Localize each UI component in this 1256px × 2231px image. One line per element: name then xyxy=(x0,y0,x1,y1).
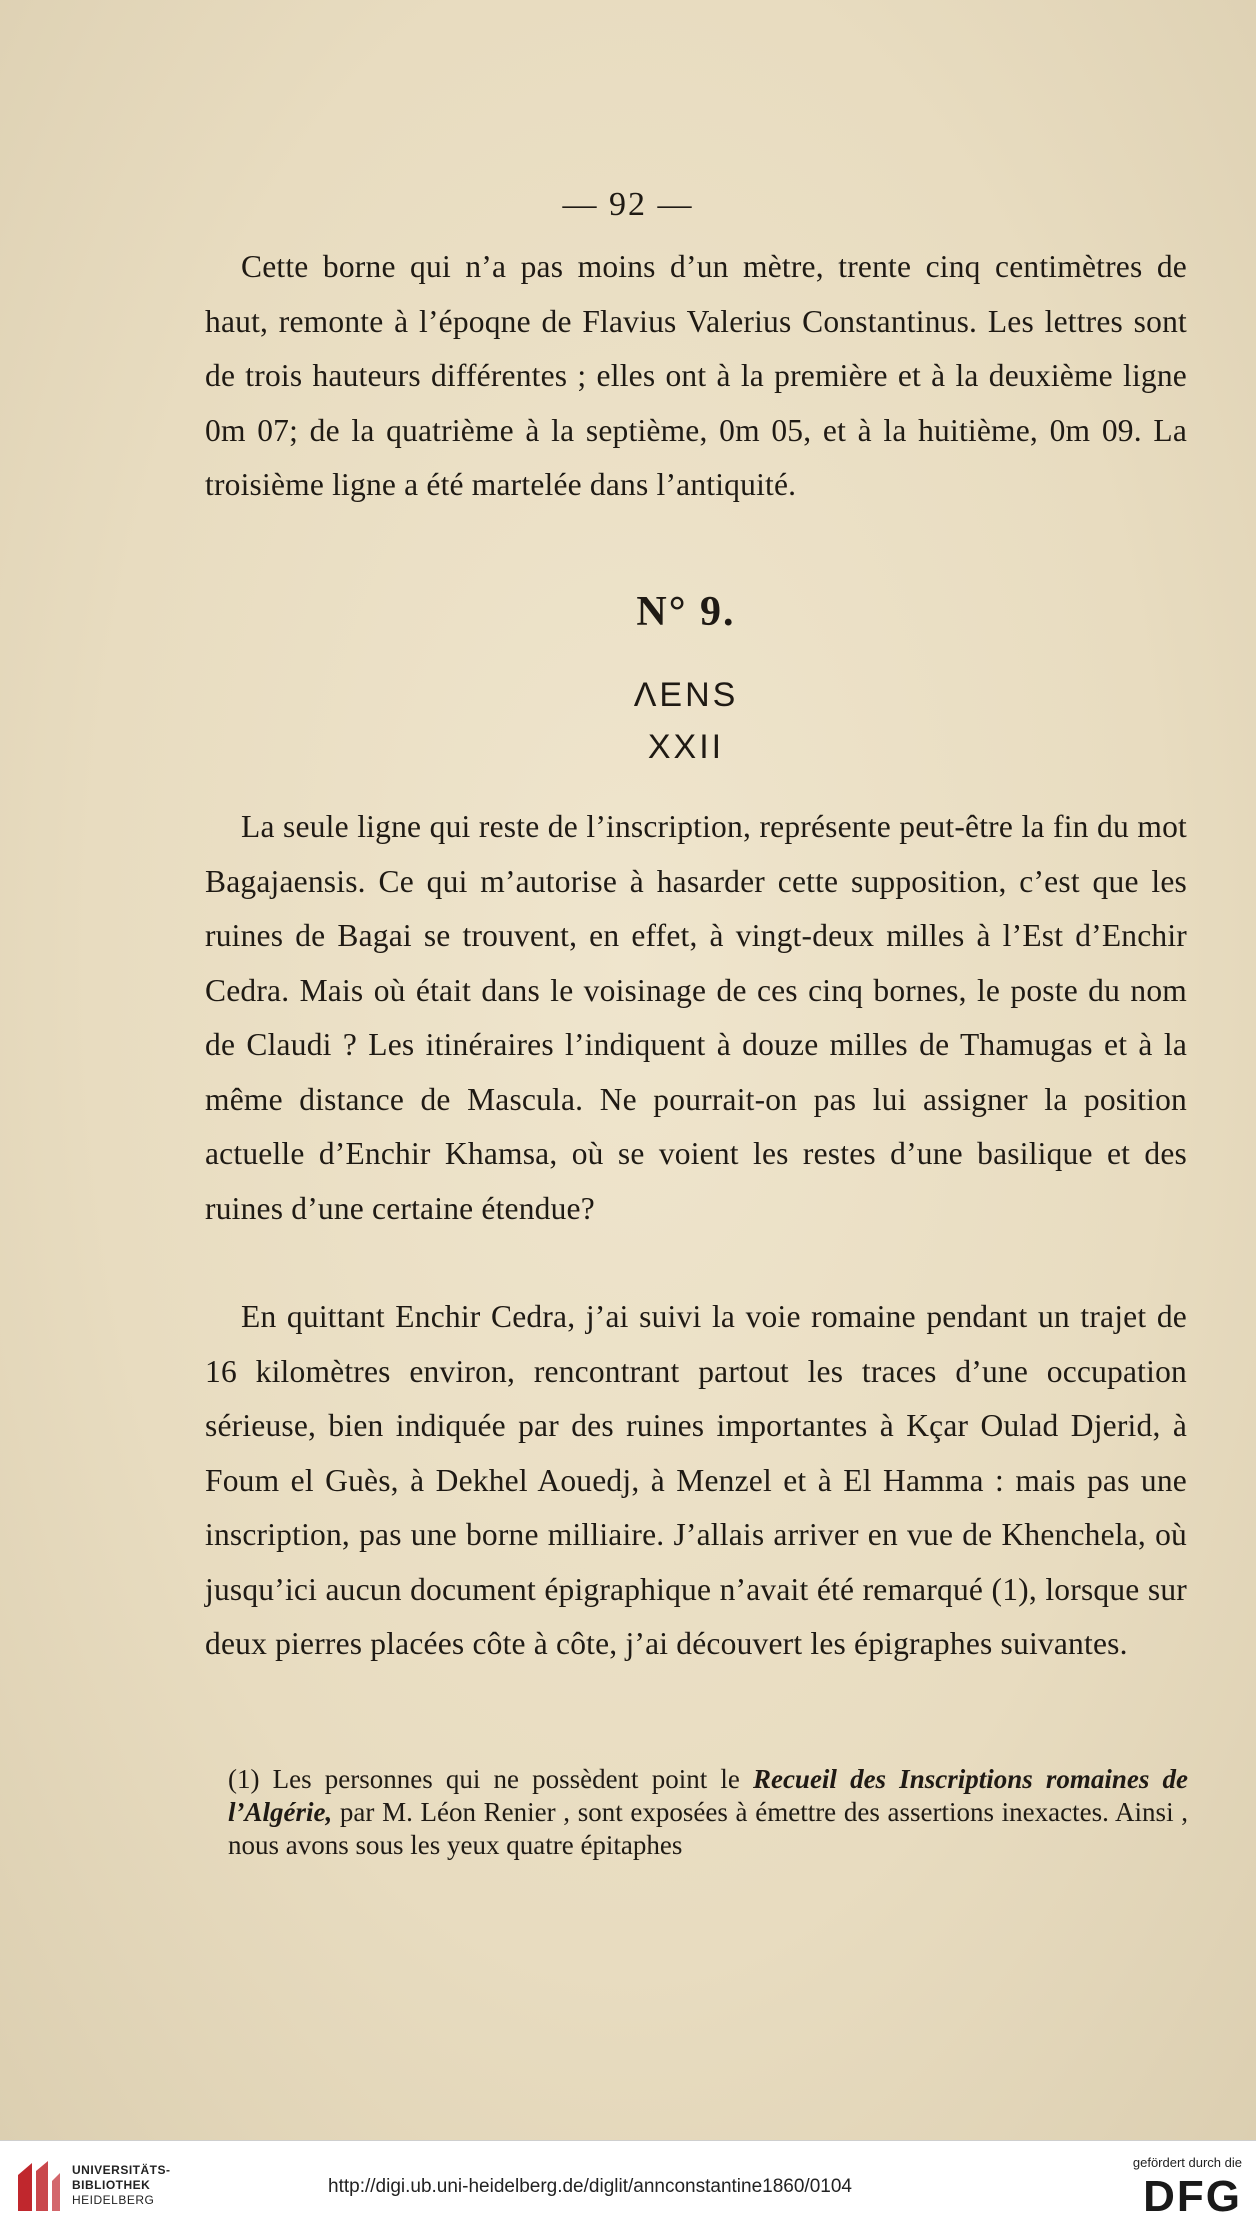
footnote-end: par M. Léon Renier , sont exposées à émettre des assertions inexactes. Ainsi , nous avons sous les yeux quatre épitaphes xyxy=(228,1797,1188,1860)
footnote xyxy=(228,1763,1188,1862)
library-name-line-2: BIBLIOTHEK xyxy=(72,2178,151,2192)
paragraph-2-text: La seule ligne qui reste de l’inscription, représente peut-être la fin du mot Bagajaensis. Ce qui m’autorise à hasarder cette supposition, c’est que les ruines de Bagai se trouvent, en effet, à vingt-deux milles à l’Est d’Enchir Cedra. Mais où était dans le voisinage de ces cinq bornes, le poste du nom de Claudi ? Les itinéraires l’indiquent à douze milles de Thamugas et à la même distance de Mascula. Ne pourrait-on pas lui assigner la position actuelle d’Enchir Khamsa, où se voient les restes d’une basilique et des ruines d’une certaine étendue? xyxy=(205,809,1187,1226)
funding-note: gefördert durch die xyxy=(1132,2155,1242,2170)
viewer-footer xyxy=(0,2140,1256,2231)
university-library-logo-icon xyxy=(14,2157,62,2215)
library-name xyxy=(72,2163,171,2208)
paragraph-3-text: En quittant Enchir Cedra, j’ai suivi la voie romaine pendant un trajet de 16 kilomètres environ, rencontrant partout les traces d’une occupation sérieuse, bien indiquée par des ruines importantes à Kçar Oulad Djerid, à Foum el Guès, à Dekhel Aouedj, à Menzel et à El Hamma : mais pas une inscription, pas une borne milliaire. J’allais arriver en vue de Khenchela, où jusqu’ici aucun document épigraphique n’avait été remarqué (1), lorsque sur deux pierres placées côte à côte, j’ai découvert les épigraphes suivantes. xyxy=(205,1299,1187,1661)
page-number: — 92 — xyxy=(562,186,694,223)
footnote-start: (1) Les personnes qui ne possèdent point le xyxy=(228,1764,753,1794)
permalink-url[interactable]: http://digi.ub.uni-heidelberg.de/diglit/annconstantine1860/0104 xyxy=(328,2176,852,2197)
paragraph-bagai xyxy=(205,800,1187,1236)
dfg-logo: DFG xyxy=(1143,2172,1242,2221)
library-name-line-3: HEIDELBERG xyxy=(72,2193,155,2207)
footnote-title: Recueil des Inscriptions romaines de l’Algérie, xyxy=(228,1764,1188,1827)
paragraph-borne-description xyxy=(205,240,1187,513)
paragraph-enchir-cedra xyxy=(205,1290,1187,1672)
inscription-line-1: ΛENS xyxy=(633,676,739,714)
library-name-line-1: UNIVERSITÄTS- xyxy=(72,2163,171,2177)
inscription-line-2: XXII xyxy=(647,728,725,766)
section-heading: N° 9. xyxy=(636,589,736,635)
paragraph-1-text: Cette borne qui n’a pas moins d’un mètre, trente cinq centimètres de haut, remonte à l’époqne de Flavius Valerius Constantinus. Les lettres sont de trois hauteurs différentes ; elles ont à la première et à la deuxième ligne 0m 07; de la quatrième à la septième, 0m 05, et à la huitième, 0m 09. La troisième ligne a été martelée dans l’antiquité. xyxy=(205,249,1187,502)
